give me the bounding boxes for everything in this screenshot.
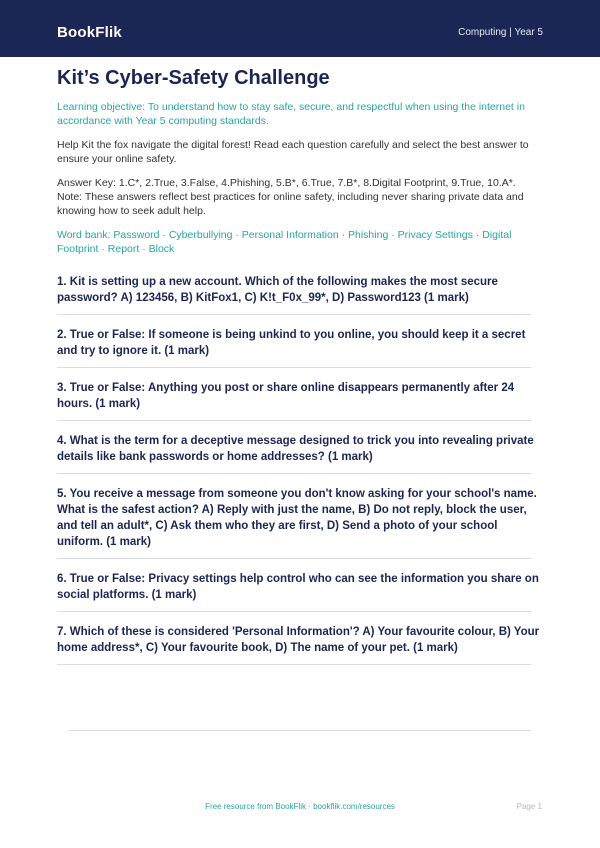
learning-objective: Learning objective: To understand how to stay safe, secure, and respectful when using the internet in accordance with Year 5 computing standards. bbox=[57, 101, 525, 127]
question-text: 6. True or False: Privacy settings help control who can see the information you share on social platforms. (1 mark) bbox=[57, 573, 539, 601]
question-item bbox=[57, 571, 541, 624]
question-item bbox=[57, 380, 541, 433]
question-text: 4. What is the term for a deceptive message designed to trick you into revealing private details like bank passwords or home addresses? (1 mark) bbox=[57, 435, 534, 463]
answer-line bbox=[57, 314, 531, 315]
answer-line bbox=[57, 473, 531, 474]
answer-line bbox=[57, 558, 531, 559]
intro-text: Help Kit the fox navigate the digital forest! Read each question carefully and select the best answer to ensure your online safety. bbox=[57, 139, 529, 165]
page-header bbox=[0, 0, 600, 57]
answer-line bbox=[57, 664, 531, 665]
answer-line bbox=[57, 420, 531, 421]
question-text: 7. Which of these is considered 'Personal Information'? A) Your favourite colour, B) Your home address*, C) Your favourite book, D) The name of your pet. (1 mark) bbox=[57, 626, 540, 654]
question-item bbox=[57, 433, 541, 486]
page-number: Page 1 bbox=[516, 802, 542, 811]
answer-key: Answer Key: 1.C*, 2.True, 3.False, 4.Phishing, 5.B*, 6.True, 7.B*, 8.Digital Footprint, 9.True, 10.A*. Note: These answers reflect best practices for online safety, including never sharing private data and knowing how to seek adult help. bbox=[57, 177, 524, 217]
subject-year-label: Computing | Year 5 bbox=[458, 27, 543, 38]
answer-line bbox=[57, 611, 531, 612]
question-text: 5. You receive a message from someone you don't know asking for your school's name. What is the safest action? A) Reply with just the name, B) Do not reply, block the user, and tell an adult*, C) Ask them who they are first, D) Send a photo of your school uniform. (1 mark) bbox=[57, 488, 537, 548]
question-item bbox=[57, 274, 541, 327]
worksheet-content bbox=[57, 66, 541, 677]
question-item bbox=[57, 624, 541, 677]
footer-resource-link[interactable]: Free resource from BookFlik · bookflik.com/resources bbox=[205, 802, 395, 811]
answer-line bbox=[57, 367, 531, 368]
question-text: 3. True or False: Anything you post or share online disappears permanently after 24 hours. (1 mark) bbox=[57, 382, 515, 410]
question-item bbox=[57, 486, 541, 571]
word-bank: Word bank: Password · Cyberbullying · Personal Information · Phishing · Privacy Settings · Digital Footprint · Report · Block bbox=[57, 229, 512, 255]
question-text: 1. Kit is setting up a new account. Which of the following makes the most secure password? A) 123456, B) KitFox1, C) K!t_F0x_99*, D) Password123 (1 mark) bbox=[57, 276, 498, 304]
question-list bbox=[57, 274, 541, 677]
question-item bbox=[57, 327, 541, 380]
brand-logo: BookFlik bbox=[57, 24, 122, 41]
page-title: Kit’s Cyber-Safety Challenge bbox=[57, 67, 330, 89]
question-text: 2. True or False: If someone is being unkind to you online, you should keep it a secret and try to ignore it. (1 mark) bbox=[57, 329, 526, 357]
final-answer-line bbox=[68, 730, 531, 731]
